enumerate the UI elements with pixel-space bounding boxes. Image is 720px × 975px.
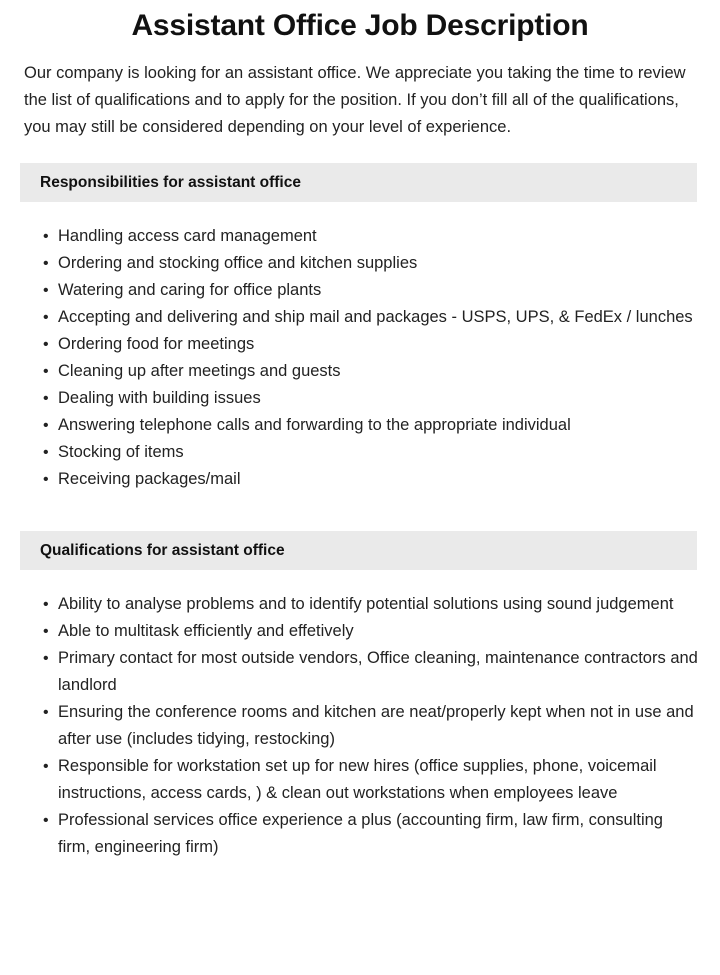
section-heading-qualifications: Qualifications for assistant office: [20, 531, 697, 570]
list-item: • Stocking of items: [58, 439, 699, 466]
responsibilities-section: [0, 141, 720, 493]
intro-paragraph: Our company is looking for an assistant office. We appreciate you taking the time to review the list of qualifications and to apply for the position. If you don’t fill all of the qualifications, you may still be considered depending on your level of experience.: [24, 64, 686, 136]
list-item: • Ordering food for meetings: [58, 331, 699, 358]
list-item: • Able to multitask efficiently and effetively: [58, 618, 699, 645]
list-item: • Ability to analyse problems and to identify potential solutions using sound judgement: [58, 591, 699, 618]
list-item: • Handling access card management: [58, 223, 699, 250]
qualifications-section: [0, 493, 720, 861]
list-item: • Primary contact for most outside vendors, Office cleaning, maintenance contractors and landlord: [58, 645, 699, 699]
qualifications-list: [0, 570, 720, 861]
list-item: • Ensuring the conference rooms and kitchen are neat/properly kept when not in use and after use (includes tidying, restocking): [58, 699, 699, 753]
list-item: • Receiving packages/mail: [58, 466, 699, 493]
list-item: • Accepting and delivering and ship mail and packages - USPS, UPS, & FedEx / lunches: [58, 304, 699, 331]
section-heading-responsibilities: Responsibilities for assistant office: [20, 163, 697, 202]
section-spacer: [0, 141, 720, 163]
list-item: • Cleaning up after meetings and guests: [58, 358, 699, 385]
list-item: • Watering and caring for office plants: [58, 277, 699, 304]
list-item: • Dealing with building issues: [58, 385, 699, 412]
section-spacer: [0, 493, 720, 531]
list-item: • Answering telephone calls and forwarding to the appropriate individual: [58, 412, 699, 439]
list-item: • Professional services office experience a plus (accounting firm, law firm, consulting firm, engineering firm): [58, 807, 699, 861]
responsibilities-list: [0, 202, 720, 493]
list-item: • Ordering and stocking office and kitchen supplies: [58, 250, 699, 277]
list-item: • Responsible for workstation set up for new hires (office supplies, phone, voicemail instructions, access cards, ) & clean out workstations when employees leave: [58, 753, 699, 807]
page-title: Assistant Office Job Description: [131, 9, 589, 42]
